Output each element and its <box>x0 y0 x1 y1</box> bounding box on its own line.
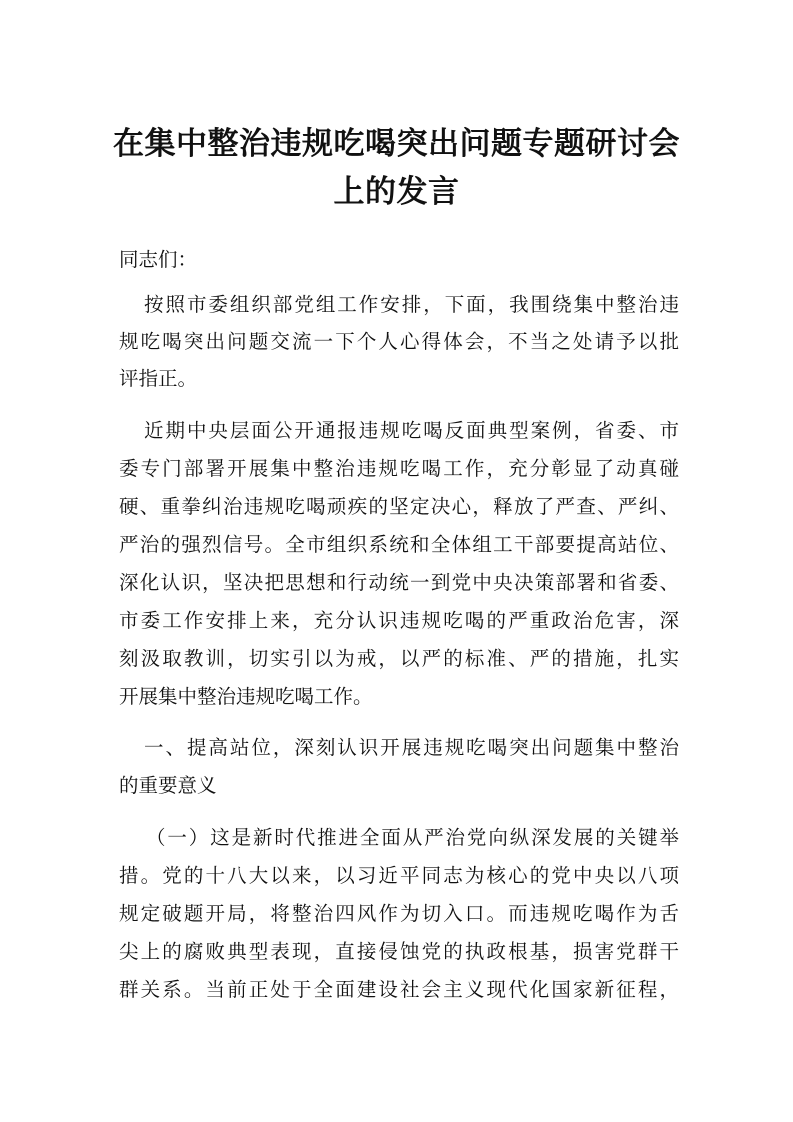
paragraph-line: 刻汲取教训，切实引以为戒，以严的标准、严的措施，扎实 <box>119 647 679 670</box>
paragraph-line: 规吃喝突出问题交流一下个人心得体会，不当之处请予以批 <box>119 330 679 353</box>
document-title-line-1: 在集中整治违规吃喝突出问题专题研讨会 <box>113 126 680 162</box>
paragraph-line: 近期中央层面公开通报违规吃喝反面典型案例，省委、市 <box>144 419 679 442</box>
section-heading: 一、提高站位，深刻认识开展违规吃喝突出问题集中整治 <box>144 736 679 759</box>
paragraph-line: 硬、重拳纠治违规吃喝顽疾的坚定决心，释放了严查、严纠、 <box>119 495 679 518</box>
section-heading: 的重要意义 <box>119 774 217 797</box>
paragraph-line: 评指正。 <box>119 367 198 390</box>
paragraph-line: （一）这是新时代推进全面从严治党向纵深发展的关键举 <box>146 826 679 849</box>
paragraph-line: 按照市委组织部党组工作安排，下面，我围绕集中整治违 <box>144 293 679 316</box>
salutation: 同志们： <box>119 248 198 271</box>
paragraph-line: 深化认识，坚决把思想和行动统一到党中央决策部署和省委、 <box>119 571 679 594</box>
paragraph-line: 尖上的腐败典型表现，直接侵蚀党的执政根基，损害党群干 <box>119 940 679 963</box>
paragraph-line: 市委工作安排上来，充分认识违规吃喝的严重政治危害，深 <box>119 609 679 632</box>
paragraph-line: 群关系。当前正处于全面建设社会主义现代化国家新征程， <box>119 978 679 1001</box>
paragraph-line: 开展集中整治违规吃喝工作。 <box>119 685 373 708</box>
paragraph-line: 规定破题开局，将整治四风作为切入口。而违规吃喝作为舌 <box>119 902 679 925</box>
paragraph-line: 委专门部署开展集中整治违规吃喝工作，充分彰显了动真碰 <box>119 457 679 480</box>
paragraph-line: 严治的强烈信号。全市组织系统和全体组工干部要提高站位、 <box>119 533 679 556</box>
document-title-line-2: 上的发言 <box>333 174 460 210</box>
paragraph-line: 措。党的十八大以来，以习近平同志为核心的党中央以八项 <box>119 864 679 887</box>
